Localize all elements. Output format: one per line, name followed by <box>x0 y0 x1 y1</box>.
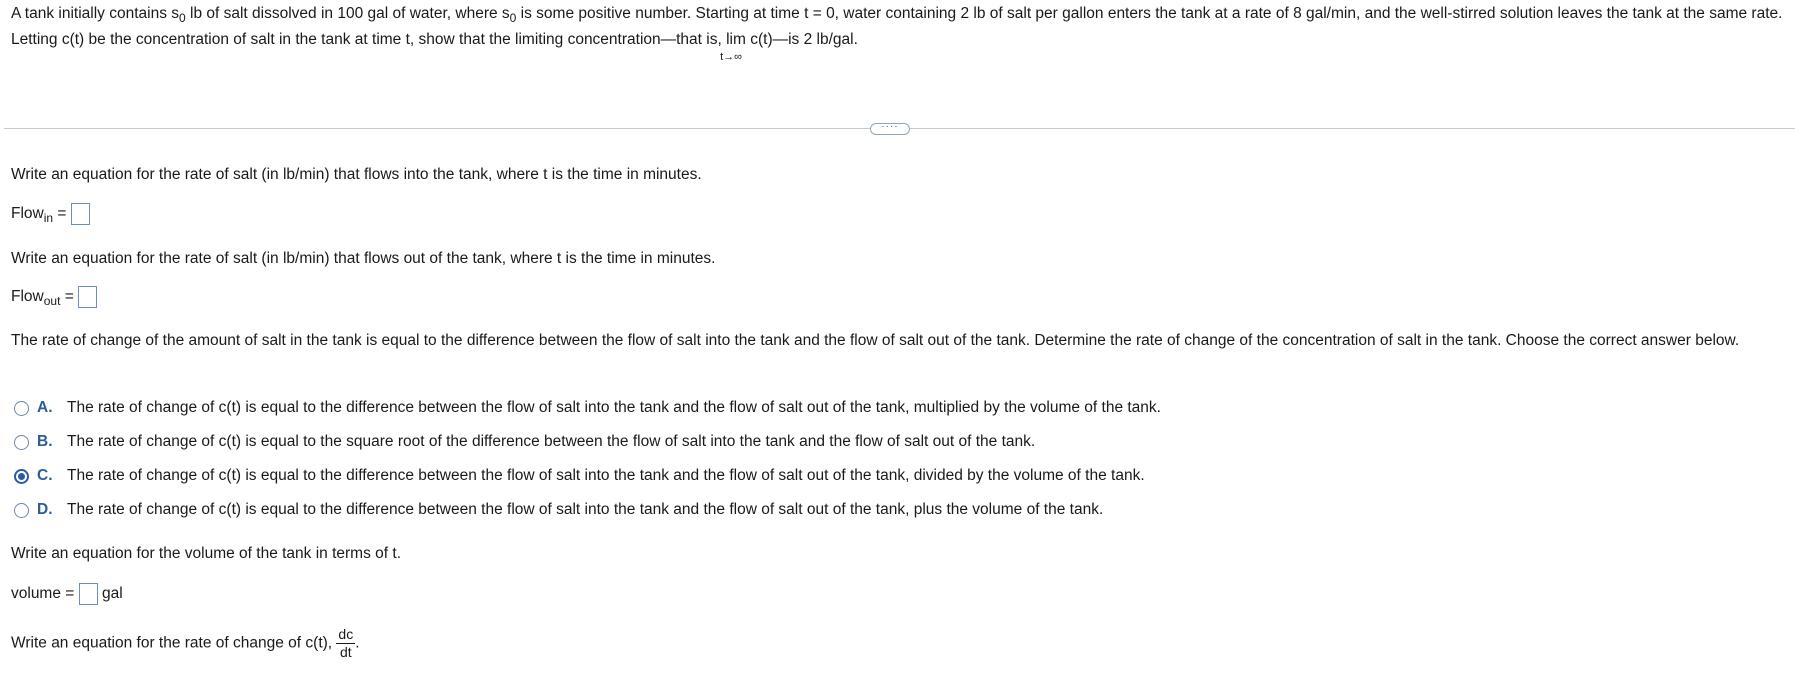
radio-b[interactable] <box>14 435 29 450</box>
question-dcdt <box>11 626 360 661</box>
radio-a[interactable] <box>14 401 29 416</box>
problem-statement <box>11 3 1791 63</box>
choice-text: The rate of change of c(t) is equal to the square root of the difference between the flow of salt into the tank and the flow of salt out of the tank. <box>67 433 1036 450</box>
expand-more-button[interactable]: ···· <box>870 123 910 135</box>
choice-letter: C. <box>37 467 53 484</box>
equals-sign: = <box>53 205 67 223</box>
choice-c[interactable] <box>14 467 1145 485</box>
volume-unit: gal <box>101 585 123 603</box>
problem-text: is some positive number. Starting at time t = 0, water containing 2 lb of salt per gallon enters the tank at a rate of 8 gal/min, and the well-stirred solution leaves the tank at the same rate. Letting c(t) be the concentration of salt in the tank at time t, show that the limiting concentration—that is, <box>11 5 1783 48</box>
problem-text: lb of salt dissolved in 100 gal of water, where s <box>185 5 510 22</box>
flow-out-label: Flow <box>11 288 44 306</box>
choice-d[interactable] <box>14 501 1103 519</box>
problem-text: c(t)—is 2 lb/gal. <box>745 31 858 48</box>
lim-subscript: t→∞ <box>720 51 743 63</box>
flow-out-answer-box[interactable] <box>78 286 97 308</box>
limit-expression <box>720 29 746 63</box>
choice-a[interactable] <box>14 399 1161 417</box>
choice-b[interactable] <box>14 433 1035 451</box>
dc-dt-fraction <box>336 626 355 661</box>
flow-in-label: Flow <box>11 205 44 223</box>
subscript: 0 <box>179 11 186 25</box>
equals-sign: = <box>60 288 74 306</box>
flow-in-answer-box[interactable] <box>71 203 90 225</box>
question-text: Write an equation for the rate of change of c(t), <box>11 634 337 652</box>
flow-out-row <box>11 286 97 308</box>
question-volume: Write an equation for the volume of the tank in terms of t. <box>11 545 401 562</box>
choice-letter: A. <box>37 399 53 416</box>
flow-in-row <box>11 203 90 225</box>
choice-text: The rate of change of c(t) is equal to the difference between the flow of salt into the tank and the flow of salt out of the tank, multiplied by the volume of the tank. <box>67 399 1161 416</box>
question-rate-change: The rate of change of the amount of salt in the tank is equal to the difference between the flow of salt into the tank and the flow of salt out of the tank. Determine the rate of change of the concentration of salt in the tank. Choose the correct answer below. <box>11 332 1740 349</box>
radio-c-selected[interactable] <box>14 469 29 484</box>
volume-label: volume = <box>11 585 75 603</box>
volume-answer-box[interactable] <box>79 583 98 605</box>
subscript: in <box>43 211 54 226</box>
denominator: dt <box>339 644 352 660</box>
subscript: 0 <box>509 11 517 25</box>
lim-text: lim <box>726 31 746 48</box>
choice-text: The rate of change of c(t) is equal to the difference between the flow of salt into the tank and the flow of salt out of the tank, divided by the volume of the tank. <box>67 467 1145 484</box>
question-flow-out: Write an equation for the rate of salt (in lb/min) that flows out of the tank, where t is the time in minutes. <box>11 250 716 267</box>
volume-row <box>11 583 123 605</box>
problem-text: A tank initially contains s <box>11 5 180 22</box>
choice-letter: D. <box>37 501 53 518</box>
radio-dot <box>18 473 25 480</box>
choice-letter: B. <box>37 433 53 450</box>
period: . <box>355 634 360 652</box>
numerator: dc <box>338 626 354 642</box>
question-flow-in: Write an equation for the rate of salt (in lb/min) that flows into the tank, where t is the time in minutes. <box>11 166 702 183</box>
subscript: out <box>43 294 61 309</box>
choice-text: The rate of change of c(t) is equal to the difference between the flow of salt into the tank and the flow of salt out of the tank, plus the volume of the tank. <box>67 501 1104 518</box>
radio-d[interactable] <box>14 503 29 518</box>
